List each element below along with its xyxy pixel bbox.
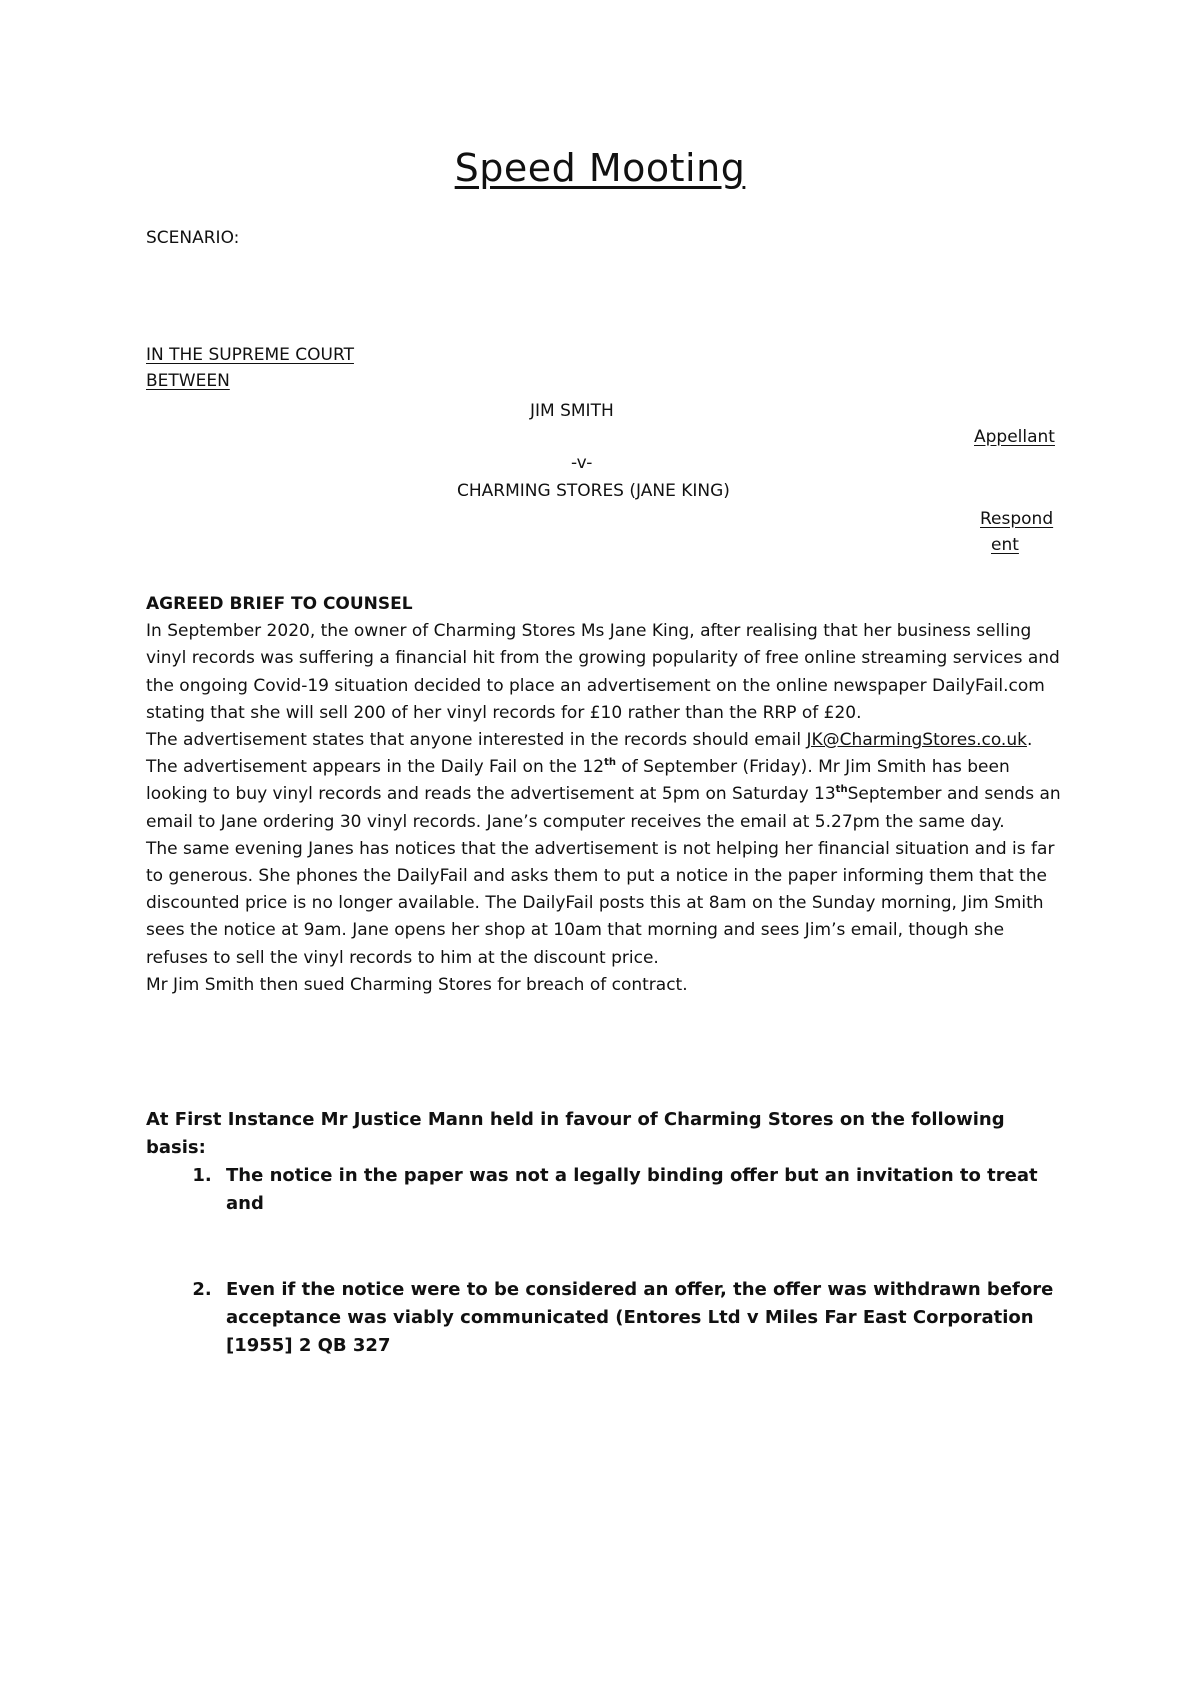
brief-heading: AGREED BRIEF TO COUNSEL — [146, 594, 413, 614]
versus-label: -v- — [571, 453, 593, 473]
paragraph-timeline — [146, 754, 1066, 836]
holding-item-2: 2. Even if the notice were to be considered an offer, the offer was withdrawn before acceptance was viably communicated (Entores Ltd v Miles Far East Corporation [1955] 2 QB 327 — [218, 1276, 1066, 1360]
appellant-label: Appellant — [974, 427, 1055, 447]
court-heading: IN THE SUPREME COURT — [146, 345, 354, 365]
appellant-name: JIM SMITH — [530, 401, 614, 421]
paragraph-withdrawal: The same evening Janes has notices that the advertisement is not helping her financial situation and is far to generous. She phones the DailyFail and asks them to put a notice in the paper informing them that the discounted price is no longer available. The DailyFail posts this at 8am on the Sunday morning, Jim Smith sees the notice at 9am. Jane opens her shop at 10am that morning and sees Jim’s email, though she refuses to sell the vinyl records to him at the discount price. — [146, 838, 1055, 968]
paragraph-email-lead: The advertisement states that anyone interested in the records should email — [146, 730, 807, 751]
between-label: BETWEEN — [146, 371, 230, 391]
holding-item-1: 1. The notice in the paper was not a legally binding offer but an invitation to treat and — [218, 1162, 1066, 1218]
respondent-name: CHARMING STORES (JANE KING) — [457, 481, 730, 501]
respondent-label-line1: Respond — [980, 509, 1054, 529]
paragraph-email-instruction — [146, 727, 1066, 754]
paragraph-lawsuit: Mr Jim Smith then sued Charming Stores for breach of contract. — [146, 974, 688, 995]
scenario-label: SCENARIO: — [146, 228, 240, 248]
paragraph-advertisement: In September 2020, the owner of Charming Stores Ms Jane King, after realising that her business selling vinyl records was suffering a financial hit from the growing popularity of free online streaming services and the ongoing Covid-19 situation decided to place an advertisement on the online newspaper DailyFail.com stating that she will sell 200 of her vinyl records for £10 rather than the RRP of £20. — [146, 621, 1060, 723]
ordinal-suffix-12th: th — [604, 757, 616, 769]
first-instance-section — [146, 1106, 1066, 1360]
first-instance-heading: At First Instance Mr Justice Mann held in favour of Charming Stores on the following basis: — [146, 1109, 1005, 1158]
timeline-part-a: The advertisement appears in the Daily Fail on the 12 — [146, 757, 605, 778]
timeline-part-b: of September (Friday). Mr Jim Smith has been looking to buy vinyl records and reads the advertisement at 5pm on Saturday 13 — [146, 757, 1010, 805]
respondent-label-line2: ent — [991, 535, 1019, 555]
timeline-part-c: September and sends an email to Jane ordering 30 vinyl records. Jane’s computer receives the email at 5.27pm the same day. — [146, 784, 1061, 832]
brief-body — [146, 591, 1066, 999]
document-title: Speed Mooting — [454, 146, 746, 190]
holding-list — [146, 1162, 1066, 1360]
email-link[interactable]: JK@CharmingStores.co.uk — [806, 730, 1027, 751]
paragraph-email-end: . — [1026, 730, 1033, 751]
ordinal-suffix-13th: th — [835, 784, 848, 796]
